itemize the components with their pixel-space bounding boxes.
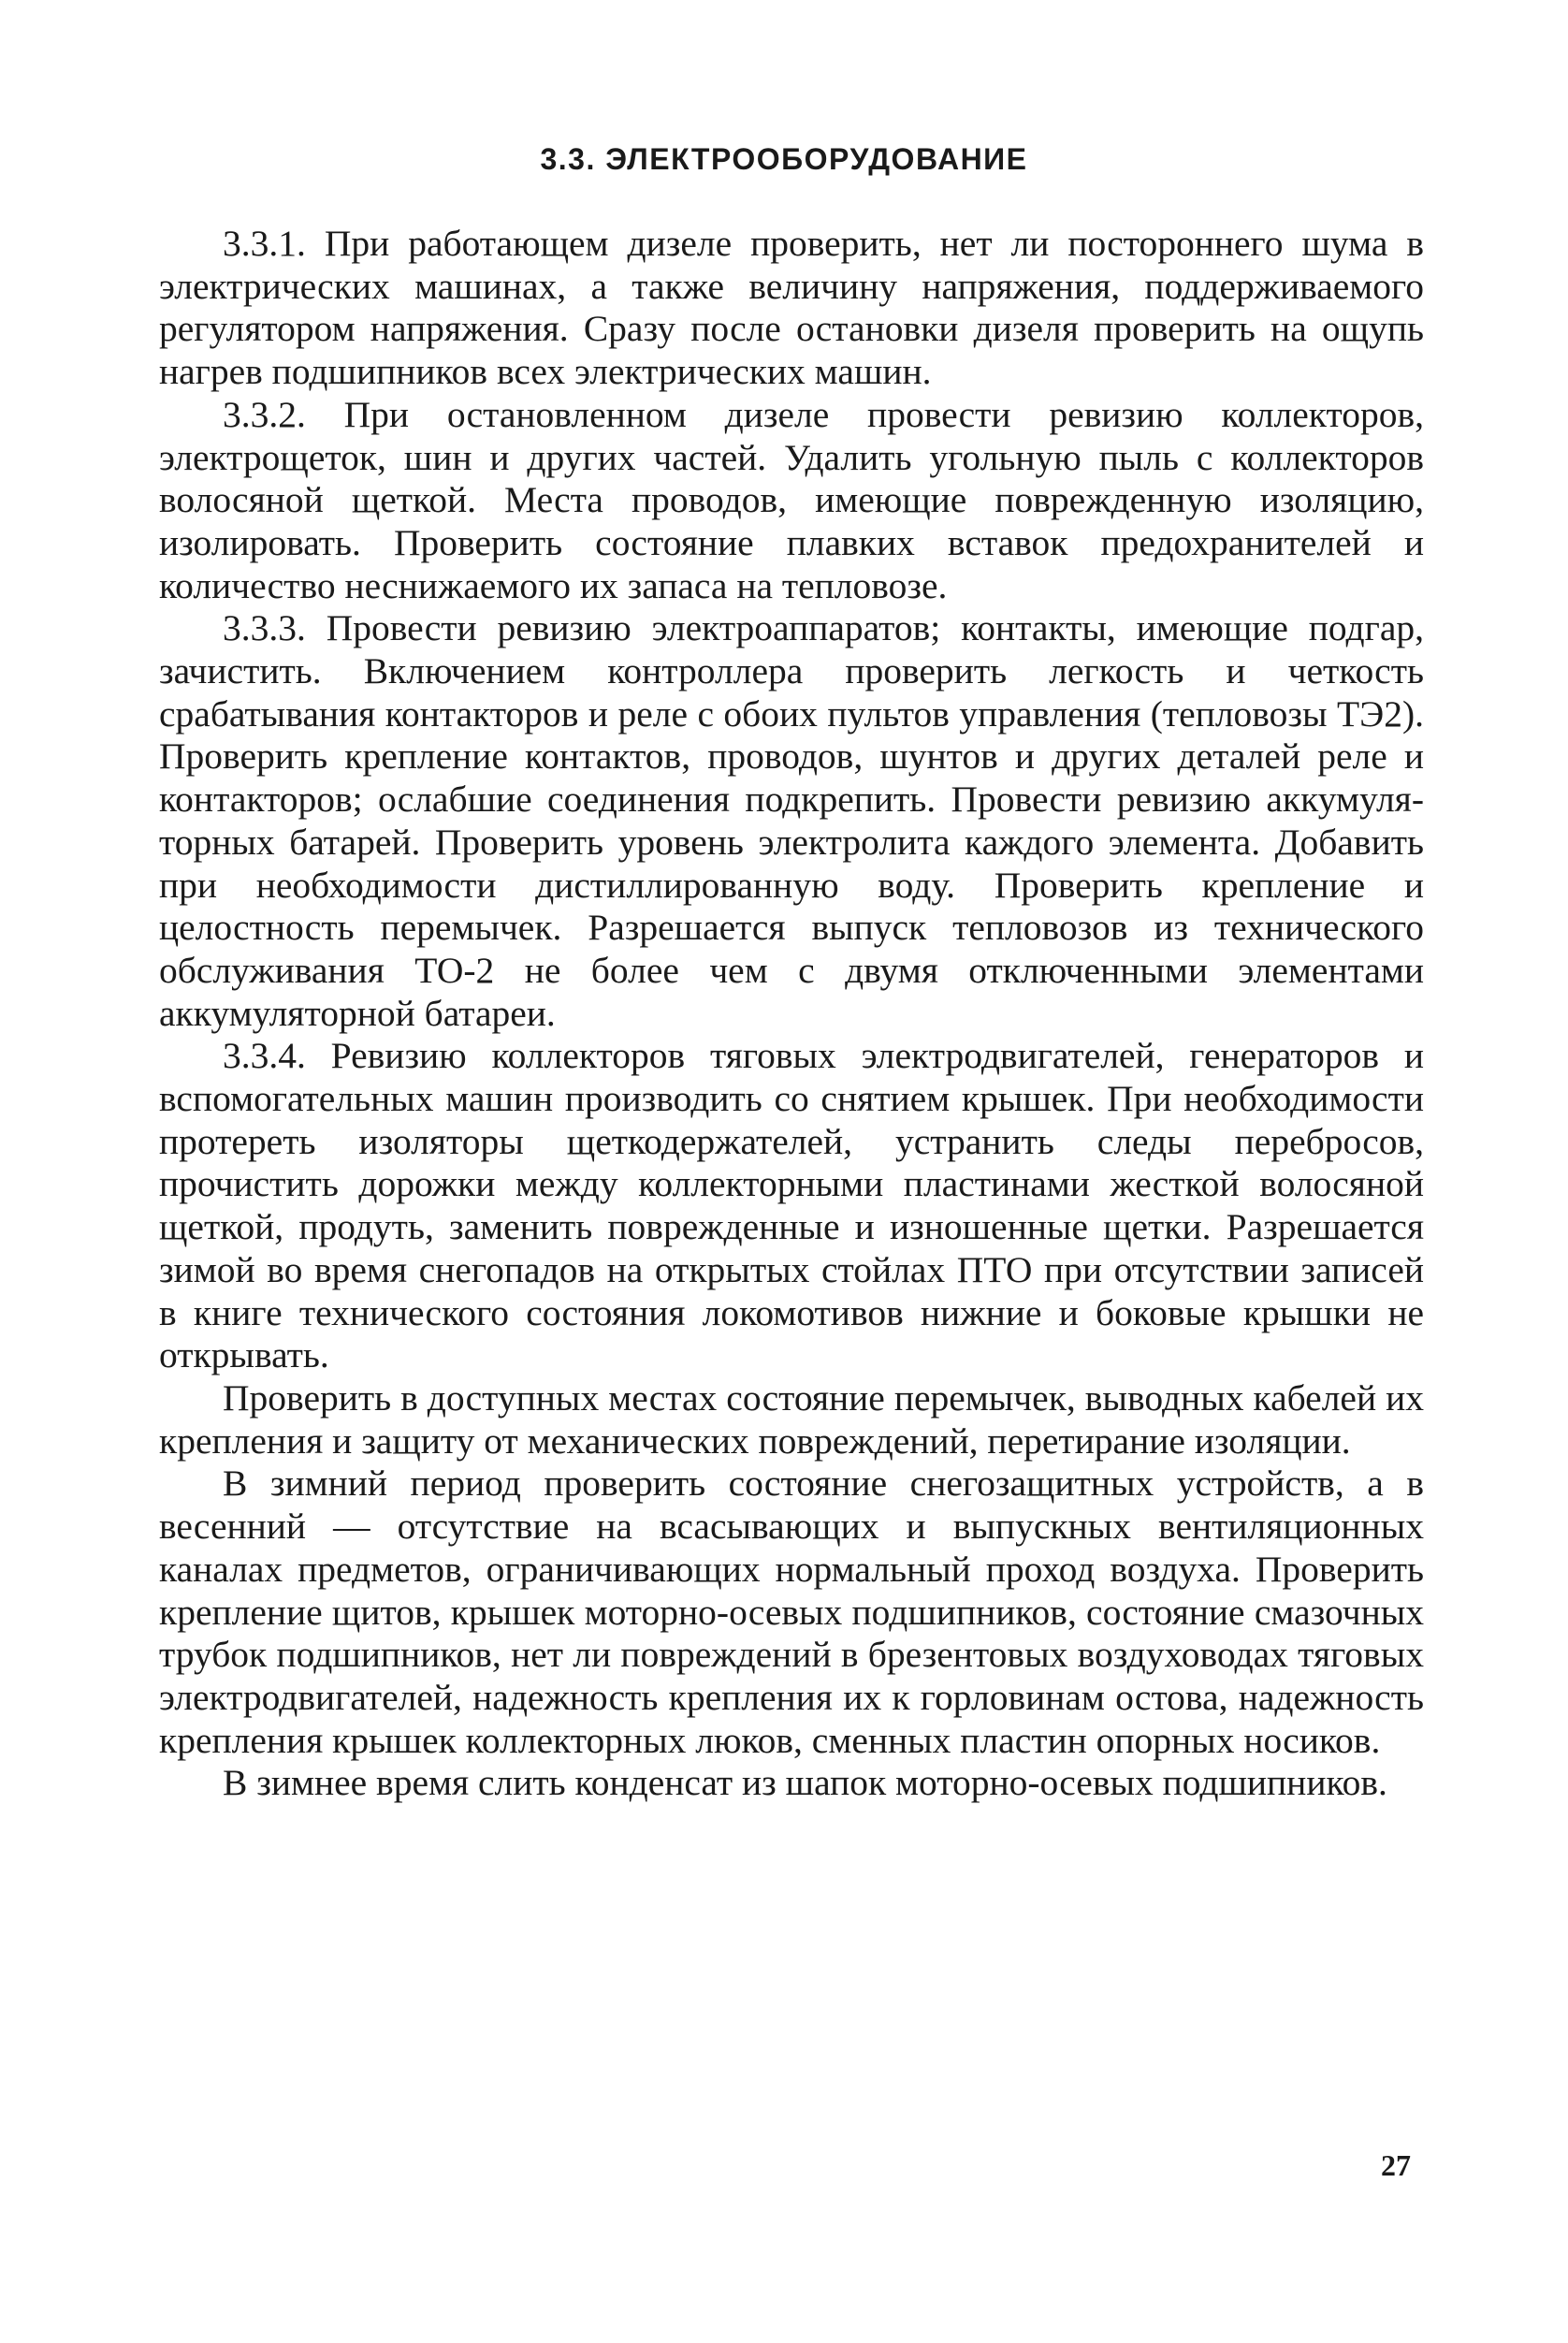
body-text [159,223,1424,1805]
section-heading: 3.3. ЭЛЕКТРООБОРУДОВАНИЕ [540,142,1028,176]
paragraph-3-3-2: 3.3.2. При остановленном дизеле провести ревизию коллекторов, электрощеток, шин и других частей. Удалить угольную пыль с коллекторов волосяной щеткой. Места проводов, имеющие поврежденную изоляцию, изолировать. Проверить состояние плавких вставок предохранителей и количество неснижаемого их запаса на тепловозе. [159,393,1424,606]
paragraph-3-3-4: 3.3.4. Ревизию коллекторов тяговых электродвигателей, генераторов и вспомогательных машин производить со снятием крышек. При необходимости протереть изоляторы щеткодержателей, устранить следы перебросов, прочистить дорожки между коллекторными пластинами жесткой волосяной щеткой, продуть, заменить поврежденные и изношенные щетки. Разрешается зимой во время снегопадов на открытых стойлах ПТО при отсутствии записей в книге технического состояния локомотивов нижние и боковые крышки не открывать. [159,1035,1424,1376]
paragraph-seasonal-check: В зимний период проверить состояние снегозащитных устройств, а в весенний — отсутствие на всасывающих и выпускных вентиляционных каналах предметов, ограничивающих нормальный проход воздуха. Проверить крепление щитов, крышек моторно-осевых подшипников, состояние смазочных трубок подшипников, нет ли повреждений в брезентовых воздуховодах тяговых электродвигателей, надежность крепления их к горловинам остова, надежность крепления крышек коллекторных люков, сменных пластин опорных носиков. [159,1463,1424,1761]
paragraph-winter-condensate: В зимнее время слить конденсат из шапок моторно-осевых подшипников. [223,1762,1387,1804]
page-number: 27 [1381,2148,1411,2182]
paragraph-3-3-1: 3.3.1. При работающем дизеле проверить, нет ли постороннего шума в электрических машинах, а также величину напряжения, поддерживаемого регулятором напряжения. Сразу после остановки дизеля проверить на ощупь нагрев подшипников всех электрических машин. [159,223,1424,393]
paragraph-3-3-3: 3.3.3. Провести ревизию электроаппаратов; контакты, имеющие подгар, зачистить. Включением контроллера проверить легкость и четкость срабатывания контакторов и реле с обоих пультов управления (тепловозы ТЭ2). Проверить крепление контактов, проводов, шунтов и других деталей реле и контакторов; ослабшие соединения подкрепить. Провести ревизию аккумуляторных батарей. Проверить уровень электролита каждого элемента. Добавить при необходимости дистиллированную воду. Проверить крепление и целостность перемычек. Разрешается выпуск тепловозов из технического обслуживания ТО-2 не более чем с двумя отключенными элементами аккумуляторной батареи. [159,607,1424,1034]
paragraph-jumpers-check: Проверить в доступных местах состояние перемычек, выводных кабелей их крепления и защиту от механических повреждений, перетирание изоляции. [159,1376,1424,1462]
